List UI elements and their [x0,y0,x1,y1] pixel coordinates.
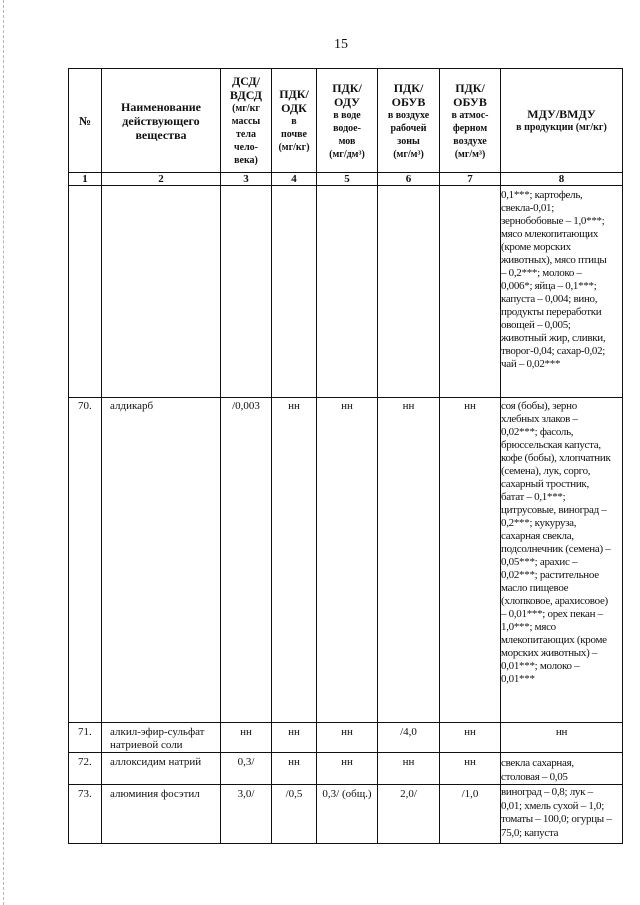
substance-name-cell [102,186,221,398]
pdk-soil-cell [272,186,317,398]
column-number: 5 [317,173,378,186]
page-number: 15 [334,37,348,52]
header-pdk-work-air-unit: в воздухе рабочей зоны (мг/м³) [387,109,430,160]
substance-name-cell: аллоксидим натрий [102,753,221,785]
column-number: 3 [221,173,272,186]
header-dsd-unit: (мг/кг массы тела чело- века) [231,103,261,166]
header-number-label: № [78,113,92,128]
dsd-cell: /0,003 [221,398,272,723]
pdk-water-cell: 0,3/ (общ.) [317,785,378,844]
header-pdk-work-air-label: ПДК/ ОБУВ [391,80,426,109]
mdu-cell: соя (бобы), зерно хлебных злаков – 0,02***; фасоль, брюссельская капуста, кофе (бобы), хлопчатник (семена), лук, сорго, сахарный тростник, батат – 0,1***; цитрусовые, виноград – 0,2***; кукуруза, сахарная свекла, подсолнечник (семена) – 0,05***; арахис – 0,02***; растительное масло пищевое (хлопковое, арахисовое) – 0,01***; орех пекан – 1,0***; мясо млекопитающих (кроме морских животных) – 0,01***; молоко – 0,01*** [501,398,623,723]
pdk-atm-air-cell: нн [440,723,501,753]
pdk-water-cell: нн [317,753,378,785]
substance-name-cell: алкил-эфир-сульфат натриевой соли [102,723,221,753]
header-pdk-water-label: ПДК/ ОДУ [332,80,362,109]
header-pdk-atm-air-label: ПДК/ ОБУВ [453,80,487,109]
header-pdk-soil [272,69,317,173]
row-number-cell: 71. [69,723,102,753]
header-number [69,69,102,173]
header-pdk-water [317,69,378,173]
pdk-work-air-cell: нн [378,398,440,723]
pdk-water-cell: нн [317,398,378,723]
pdk-soil-cell: нн [272,398,317,723]
table-header-row [69,69,623,173]
header-pdk-atm-air-unit: в атмос- ферном воздухе (мг/м³) [451,109,489,160]
header-pdk-soil-label: ПДК/ ОДК [279,87,309,115]
pdk-work-air-cell: нн [378,753,440,785]
pdk-atm-air-cell: нн [440,398,501,723]
mdu-cell: виноград – 0,8; лук – 0,01; хмель сухой – 1,0; томаты – 100,0; огурцы – 75,0; капуста [501,785,623,844]
table-row-continuation [69,186,623,398]
pdk-work-air-cell [378,186,440,398]
pdk-atm-air-cell [440,186,501,398]
row-number-cell [69,186,102,398]
header-pdk-water-unit: в воде водое- мов (мг/дм³) [329,109,365,160]
mdu-cell: 0,1***; картофель, свекла-0,01; зернобобовые – 1,0***; мясо млекопитающих (кроме морских животных), мясо птицы – 0,2***; молоко – 0,006*; яйца – 0,1***; капуста – 0,004; вино, продукты переработки овощей – 0,005; животный жир, сливки, творог-0,04; сахар-0,02; чай – 0,02*** [501,186,623,398]
pdk-soil-cell: нн [272,753,317,785]
header-mdu-label: МДУ/ВМДУ [527,107,596,121]
pdk-atm-air-cell: /1,0 [440,785,501,844]
table-row [69,785,623,844]
pdk-atm-air-cell: нн [440,753,501,785]
table-row [69,753,623,785]
dsd-cell: 0,3/ [221,753,272,785]
column-number-row [69,173,623,186]
header-pdk-work-air [378,69,440,173]
column-number: 6 [378,173,440,186]
dsd-cell [221,186,272,398]
header-substance-name [102,69,221,173]
row-number-cell: 72. [69,753,102,785]
substance-name-cell: алюминия фосэтил [102,785,221,844]
header-substance-name-label: Наименование действующего вещества [121,99,201,142]
column-number: 8 [501,173,623,186]
header-mdu-unit: в продукции (мг/кг) [516,122,607,133]
header-pdk-atm-air [440,69,501,173]
pdk-soil-cell: нн [272,723,317,753]
header-dsd [221,69,272,173]
regulation-table [68,68,623,844]
dsd-cell: 3,0/ [221,785,272,844]
mdu-cell: нн [501,723,623,753]
substance-name-cell: алдикарб [102,398,221,723]
row-number-cell: 73. [69,785,102,844]
column-number: 7 [440,173,501,186]
column-number: 2 [102,173,221,186]
row-number-cell: 70. [69,398,102,723]
header-pdk-soil-unit: в почве (мг/кг) [278,116,310,153]
header-dsd-label: ДСД/ ВДСД [229,74,263,102]
table-row [69,723,623,753]
pdk-water-cell [317,186,378,398]
pdk-soil-cell: /0,5 [272,785,317,844]
pdk-work-air-cell: /4,0 [378,723,440,753]
scan-edge-line [3,0,4,905]
pdk-work-air-cell: 2,0/ [378,785,440,844]
pdk-water-cell: нн [317,723,378,753]
column-number: 1 [69,173,102,186]
dsd-cell: нн [221,723,272,753]
table-row [69,398,623,723]
column-number: 4 [272,173,317,186]
header-mdu [501,69,623,173]
mdu-cell: свекла сахарная, столовая – 0,05 [501,753,623,785]
